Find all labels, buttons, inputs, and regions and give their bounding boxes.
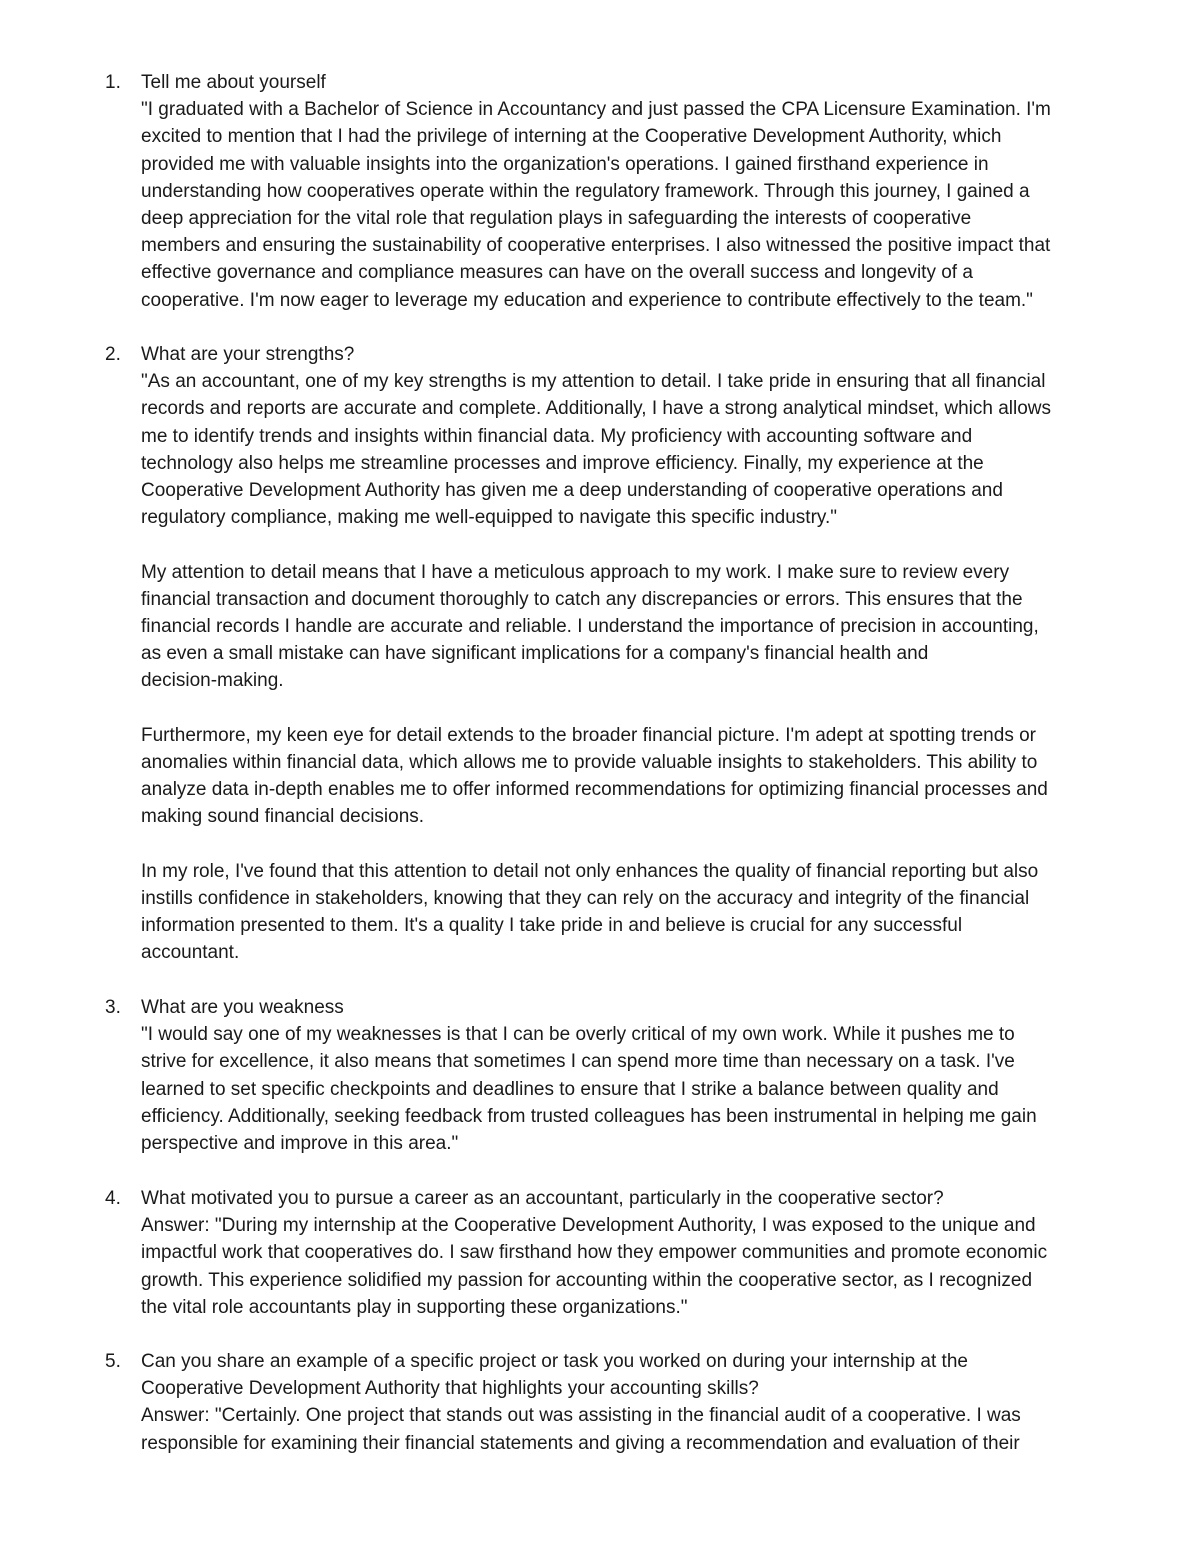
question-heading: What are you weakness	[141, 997, 344, 1018]
item-body	[141, 69, 1141, 314]
text-line: technology also helps me streamline processes and improve efficiency. Finally, my experience at the	[141, 452, 984, 474]
answer-paragraph	[141, 559, 1141, 695]
question-heading: Tell me about yourself	[141, 72, 326, 93]
text-line: growth. This experience solidified my passion for accounting within the cooperative sector, as I recognized	[141, 1269, 1033, 1291]
text-line: anomalies within financial data, which allows me to provide valuable insights to stakeholders. This ability to	[141, 751, 1038, 773]
answer-paragraph	[141, 368, 1141, 531]
text-line: responsible for examining their financial statements and giving a recommendation and evaluation of their	[141, 1432, 1020, 1454]
text-line: making sound financial decisions.	[141, 806, 425, 828]
text-line: accountant.	[141, 942, 240, 964]
text-line: Furthermore, my keen eye for detail extends to the broader financial picture. I'm adept at spotting trends or	[141, 724, 1036, 746]
answer-paragraph	[141, 722, 1141, 831]
item-body	[141, 994, 1141, 1157]
text-line: provided me with valuable insights into the organization's operations. I gained firsthand experience in	[141, 153, 989, 175]
text-line: "As an accountant, one of my key strengths is my attention to detail. I take pride in ensuring that all financial	[141, 371, 1046, 393]
item-body	[141, 1185, 1141, 1321]
answer-paragraph	[141, 1021, 1141, 1157]
text-line: excited to mention that I had the privilege of interning at the Cooperative Development Authority, which	[141, 126, 1002, 148]
item-body	[141, 1348, 1141, 1457]
list-number: 2.	[105, 344, 121, 365]
text-line: In my role, I've found that this attention to detail not only enhances the quality of financial reporting but also	[141, 860, 1039, 882]
text-line: decision-making.	[141, 670, 284, 692]
text-line: as even a small mistake can have significant implications for a company's financial health and	[141, 643, 929, 665]
list-number: 5.	[105, 1351, 121, 1372]
text-line: records and reports are accurate and complete. Additionally, I have a strong analytical mindset, which allows	[141, 398, 1052, 420]
list-number: 4.	[105, 1188, 121, 1209]
answer-paragraph	[141, 96, 1141, 314]
text-line: perspective and improve in this area."	[141, 1132, 459, 1154]
text-line: Answer: "During my internship at the Cooperative Development Authority, I was exposed to the unique and	[141, 1215, 1036, 1237]
text-line: efficiency. Additionally, seeking feedback from trusted colleagues has been instrumental in helping me gain	[141, 1105, 1037, 1127]
question-heading: What are your strengths?	[141, 344, 355, 365]
text-line: "I would say one of my weaknesses is that I can be overly critical of my own work. While it pushes me to	[141, 1024, 1015, 1046]
text-line: cooperative. I'm now eager to leverage my education and experience to contribute effectively to the team."	[141, 289, 1033, 311]
text-line: Cooperative Development Authority has given me a deep understanding of cooperative operations and	[141, 479, 1003, 501]
text-line: impactful work that cooperatives do. I saw firsthand how they empower communities and promote economic	[141, 1242, 1048, 1264]
text-line: the vital role accountants play in supporting these organizations."	[141, 1296, 688, 1318]
text-line: Answer: "Certainly. One project that stands out was assisting in the financial audit of a cooperative. I was	[141, 1405, 1021, 1427]
text-line: information presented to them. It's a quality I take pride in and believe is crucial for any successful	[141, 914, 963, 936]
list-number: 3.	[105, 997, 121, 1018]
text-line: me to identify trends and insights within financial data. My proficiency with accounting software and	[141, 425, 973, 447]
text-line: analyze data in-depth enables me to offer informed recommendations for optimizing financial processes and	[141, 779, 1048, 800]
text-line: financial transaction and document thoroughly to catch any discrepancies or errors. This ensures that the	[141, 588, 1023, 610]
text-line: members and ensuring the sustainability of cooperative enterprises. I also witnessed the positive impact that	[141, 235, 1051, 257]
list-number: 1.	[105, 72, 121, 93]
answer-paragraph	[141, 858, 1141, 967]
text-line: My attention to detail means that I have a meticulous approach to my work. I make sure to review every	[141, 561, 1010, 583]
question-heading: What motivated you to pursue a career as an accountant, particularly in the cooperative sector?	[141, 1188, 944, 1209]
paragraph-spacer	[141, 531, 1141, 558]
answer-paragraph	[141, 1212, 1141, 1321]
text-line: deep appreciation for the vital role that regulation plays in safeguarding the interests of cooperative	[141, 207, 972, 229]
text-line: instills confidence in stakeholders, knowing that they can rely on the accuracy and integrity of the financial	[141, 887, 1030, 909]
text-line: financial records I handle are accurate and reliable. I understand the importance of precision in accounting,	[141, 615, 1039, 637]
text-line: "I graduated with a Bachelor of Science in Accountancy and just passed the CPA Licensure Examination. I'm	[141, 99, 1051, 121]
text-line: strive for excellence, it also means that sometimes I can spend more time than necessary on a task. I've	[141, 1051, 1015, 1073]
text-line: understanding how cooperatives operate within the regulatory framework. Through this journey, I gained a	[141, 180, 1030, 202]
answer-paragraph	[141, 1402, 1141, 1456]
paragraph-spacer	[141, 830, 1141, 857]
text-line: effective governance and compliance measures can have on the overall success and longevity of a	[141, 262, 973, 284]
text-line: regulatory compliance, making me well-equipped to navigate this specific industry."	[141, 507, 838, 529]
paragraph-spacer	[141, 694, 1141, 721]
question-heading-continued: Cooperative Development Authority that highlights your accounting skills?	[141, 1378, 759, 1400]
item-body	[141, 341, 1141, 966]
text-line: learned to set specific checkpoints and deadlines to ensure that I strike a balance between quality and	[141, 1078, 999, 1100]
question-heading: Can you share an example of a specific project or task you worked on during your internship at the	[141, 1351, 968, 1372]
